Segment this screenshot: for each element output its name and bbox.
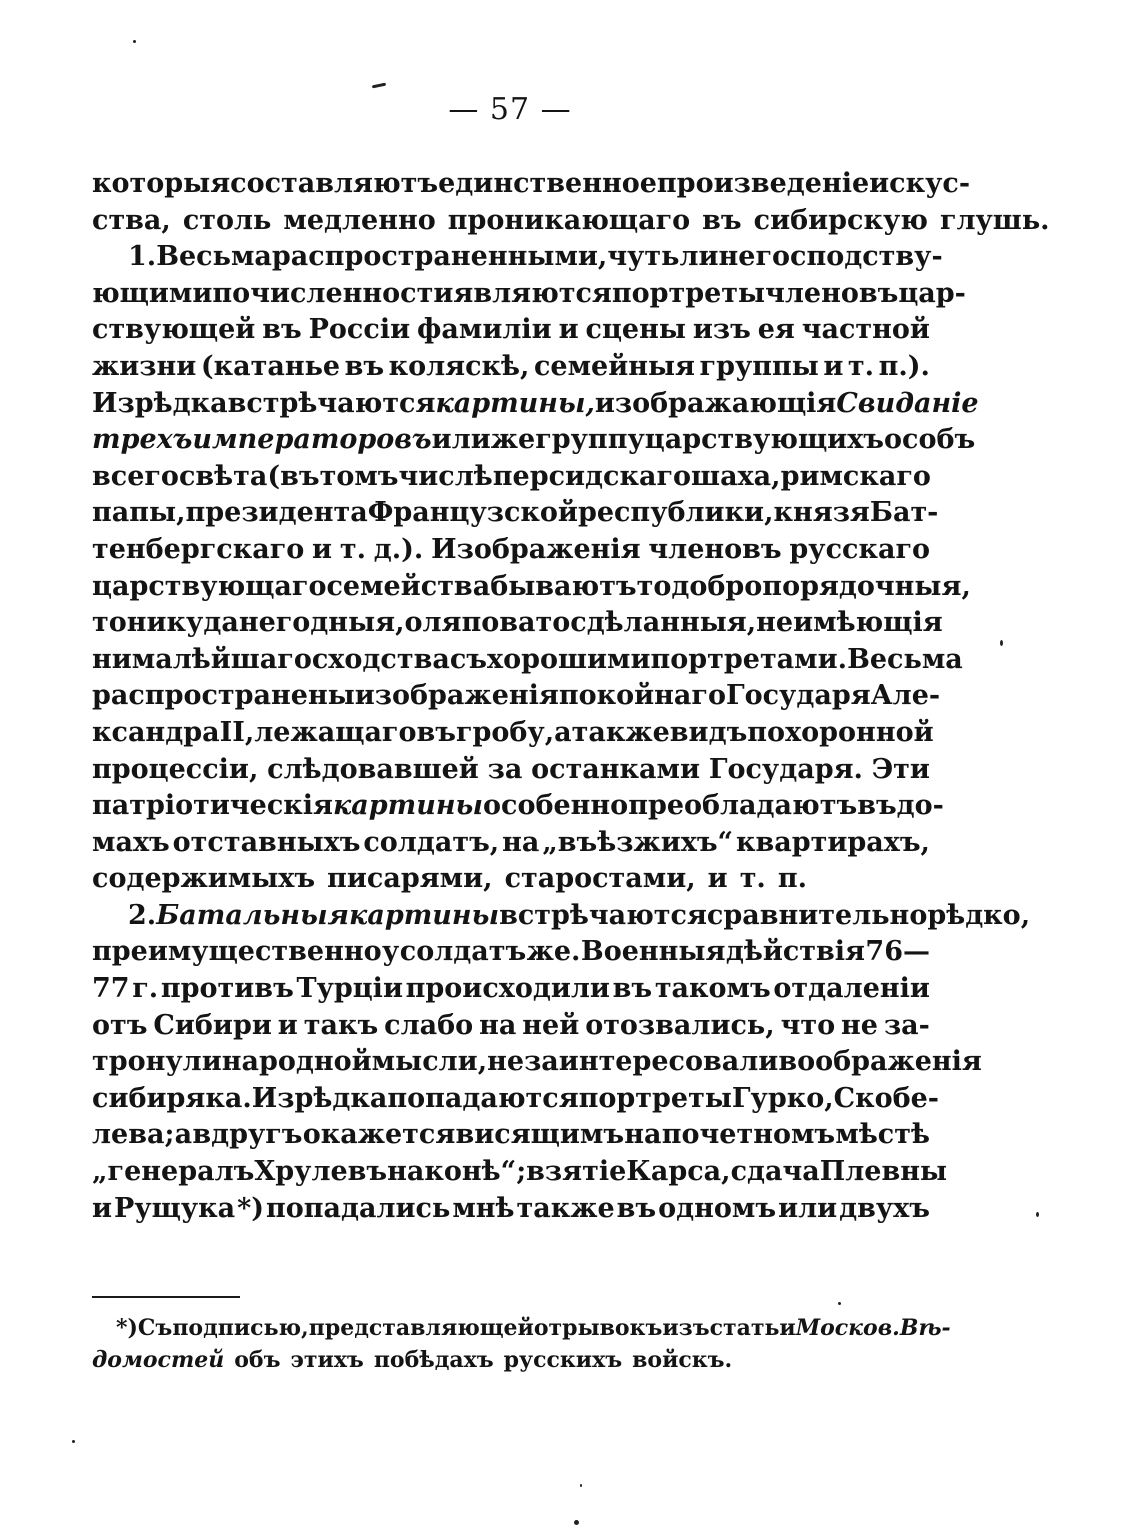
word: римскаго (780, 460, 931, 492)
word: отозвались, (585, 1009, 775, 1041)
body-line (92, 1154, 948, 1191)
word: отрывокъ (533, 1315, 663, 1341)
word: не (841, 1009, 878, 1041)
word: медленно (283, 204, 436, 236)
body-line (92, 861, 930, 898)
word: „генералъ (92, 1156, 255, 1188)
word: ли (679, 241, 719, 273)
word: въ (702, 204, 742, 236)
word: сдача (730, 1156, 820, 1188)
word: п.). (878, 350, 930, 382)
body-line (92, 1044, 982, 1081)
word: численности (250, 277, 454, 309)
scan-speck (372, 83, 386, 89)
word: почетномъ (661, 1119, 836, 1151)
word: происходили (405, 973, 610, 1005)
word: тенбергскаго (92, 533, 305, 565)
word: вдругъ (192, 1119, 303, 1151)
word: лева; (92, 1119, 175, 1151)
word: представляющей (308, 1315, 534, 1341)
body-line (92, 1081, 939, 1118)
word: Бат- (869, 497, 939, 529)
word: семейства (326, 570, 491, 602)
word: чуть (607, 241, 680, 273)
word: а (174, 1119, 193, 1151)
footnote-line (92, 1344, 930, 1376)
word: добропорядочныя, (671, 570, 971, 602)
word: негодныя, (238, 607, 405, 639)
word: членовъ (648, 533, 782, 565)
body-line (92, 1191, 930, 1228)
word: царствующаго (92, 570, 327, 602)
word: видъ (669, 716, 748, 748)
word: же. (526, 936, 581, 968)
word: свѣта (178, 460, 268, 492)
word: бываютъ (490, 570, 637, 602)
word: рѣдко, (927, 899, 1031, 931)
word: одномъ (658, 1192, 777, 1224)
word: изъ (662, 1315, 710, 1341)
page-number: — 57 — (448, 92, 572, 127)
word: лежащаго (254, 716, 417, 748)
word: томъ (319, 460, 399, 492)
word: старостами, (504, 863, 696, 895)
word: трехъ (92, 424, 193, 456)
scan-speck (1036, 1212, 1039, 1217)
word: статьи (709, 1315, 796, 1341)
word: портреты (611, 277, 766, 309)
word: числѣ (398, 460, 493, 492)
word: же (490, 424, 536, 456)
word: произведеніе (656, 168, 870, 199)
word: этихъ (290, 1347, 364, 1373)
word: ней (522, 1009, 580, 1041)
word: Скобе- (833, 1082, 939, 1114)
body-text (92, 166, 1050, 1227)
word: господству- (755, 241, 943, 273)
word: квартирахъ, (735, 826, 930, 858)
word: махъ (92, 826, 170, 858)
word: сдѣланныя, (570, 607, 757, 639)
body-line (92, 239, 943, 276)
word: Весьма (156, 241, 272, 273)
word: сибирскую (753, 204, 928, 236)
word: „въѣзжихъ“ (542, 826, 734, 858)
body-line (92, 166, 971, 203)
word: особенно (483, 790, 629, 822)
word: малѣйшаго (131, 643, 312, 675)
word: на (387, 1156, 425, 1188)
scan-speck (1000, 640, 1003, 646)
word: дѣйствія (725, 936, 865, 968)
word: тронули (92, 1046, 222, 1078)
word: коляскѣ, (388, 350, 530, 382)
word: являются (453, 277, 612, 309)
footnote-separator (92, 1296, 240, 1298)
word: на (624, 1119, 662, 1151)
word: патріотическія (92, 790, 333, 822)
word: Москов. (795, 1315, 900, 1341)
body-line (92, 203, 1050, 240)
word: съ (449, 643, 487, 675)
word: Изрѣдка (251, 1082, 388, 1114)
word: слѣдовавшей (267, 753, 479, 785)
word: не (718, 241, 756, 273)
word: конѣ“; (424, 1156, 527, 1188)
scan-speck (580, 1484, 582, 1487)
word: особъ (884, 424, 976, 456)
word: солдатъ, (363, 826, 500, 858)
word: картины, (435, 387, 595, 419)
word: ея (757, 314, 795, 346)
word: семейныя (533, 350, 696, 382)
body-line (92, 312, 930, 349)
word: столь (182, 204, 272, 236)
body-line (92, 386, 979, 423)
word: или (431, 424, 491, 456)
word: 77 (92, 973, 130, 1005)
word: писарями, (327, 863, 493, 895)
word: Гурко, (731, 1082, 834, 1114)
word: за (487, 753, 523, 785)
word: преимущественно (92, 936, 382, 968)
word: такомъ (654, 973, 771, 1005)
body-line (92, 532, 930, 569)
word: т. (847, 350, 875, 382)
word: Сибири (153, 1009, 272, 1041)
word: и (277, 1009, 298, 1041)
word: также (571, 716, 670, 748)
body-line (92, 678, 941, 715)
word: двухъ (839, 1192, 930, 1224)
word: 2. (128, 899, 157, 931)
body-line (92, 971, 930, 1008)
word: ства, (92, 204, 171, 236)
scan-speck (838, 1302, 841, 1305)
word: 76— (865, 936, 930, 968)
body-line (92, 569, 971, 606)
word: глушь. (939, 204, 1050, 236)
body-line (92, 495, 939, 532)
word: ствующей (92, 314, 256, 346)
body-line (92, 898, 1031, 935)
word: частной (801, 314, 930, 346)
word: т. (339, 533, 366, 565)
word: побѣдахъ (373, 1347, 494, 1373)
word: процессіи, (92, 753, 259, 785)
word: п. (777, 863, 808, 895)
word: а (554, 716, 572, 748)
word: *) (116, 1315, 138, 1341)
word: которыя (92, 168, 231, 199)
body-line (92, 788, 944, 825)
word: такъ (303, 1009, 379, 1041)
word: Государя. (708, 753, 863, 785)
word: фамиліи (417, 314, 552, 346)
word: взятіе (526, 1156, 627, 1188)
word: царствующихъ (644, 424, 885, 456)
word: и (558, 314, 579, 346)
word: II, (219, 716, 255, 748)
word: искус- (869, 168, 971, 199)
word: попадаются (387, 1082, 579, 1114)
word: сибиряка. (92, 1082, 252, 1114)
word: Изрѣдка (92, 387, 228, 419)
word: то (636, 570, 672, 602)
word: русскихъ (503, 1347, 623, 1373)
word: слабо (384, 1009, 474, 1041)
word: и (312, 533, 333, 565)
word: на (479, 1009, 517, 1041)
word: Изображенія (431, 533, 641, 565)
word: портретами. (650, 643, 848, 675)
word: солдатъ (399, 936, 527, 968)
word: до- (896, 790, 944, 822)
word: ющими (92, 277, 213, 309)
word: портреты (578, 1082, 732, 1114)
word: мѣстѣ (835, 1119, 930, 1151)
word: окажется (302, 1119, 456, 1151)
word: въ (616, 1192, 657, 1224)
word: жизни (92, 350, 197, 382)
word: Турціи (296, 973, 403, 1005)
word: д.). (373, 533, 424, 565)
body-line (92, 276, 966, 313)
word: Але- (870, 680, 941, 712)
word: что (780, 1009, 836, 1041)
word: *) (237, 1192, 264, 1224)
word: ни (92, 643, 132, 675)
body-line (92, 934, 930, 971)
word: единственное (438, 168, 657, 199)
word: гробу, (455, 716, 555, 748)
word: войскъ. (632, 1347, 733, 1373)
word: (въ (267, 460, 320, 492)
word: противъ (160, 973, 294, 1005)
word: т. (739, 863, 766, 895)
word: въ (857, 790, 897, 822)
word: г. (132, 973, 159, 1005)
word: распространенными, (271, 241, 608, 273)
footnote-line (92, 1312, 951, 1344)
word: Весьма (847, 643, 963, 675)
word: цар- (898, 277, 966, 309)
word: группу (535, 424, 645, 456)
word: Вѣ- (899, 1315, 951, 1341)
word: отъ (92, 1009, 148, 1041)
word: имѣющія (793, 607, 943, 639)
word: членовъ (765, 277, 899, 309)
word: по (212, 277, 251, 309)
word: и (92, 1192, 113, 1224)
word: Свиданіе (836, 387, 979, 419)
word: за- (883, 1009, 930, 1041)
word: сходства (311, 643, 450, 675)
body-line (92, 422, 976, 459)
footnote (92, 1312, 951, 1376)
word: сцены (585, 314, 686, 346)
body-line (92, 605, 943, 642)
word: картины (332, 790, 483, 822)
word: распространены (92, 680, 355, 712)
word: Россіи (308, 314, 411, 346)
word: отдаленіи (773, 973, 930, 1005)
word: изображенія (354, 680, 559, 712)
word: и (707, 863, 728, 895)
word: воображенія (778, 1046, 982, 1078)
word: объ (234, 1347, 281, 1373)
word: проникающаго (447, 204, 691, 236)
word: домостей (92, 1347, 225, 1373)
word: Французской (367, 497, 578, 529)
word: всего (92, 460, 179, 492)
word: останками (531, 753, 701, 785)
word: Эти (871, 753, 930, 785)
word: Военныя (580, 936, 726, 968)
word: подписью, (172, 1315, 309, 1341)
word: содержимыхъ (92, 863, 316, 895)
word: президента (185, 497, 368, 529)
word: народной (221, 1046, 372, 1078)
word: императоровъ (192, 424, 432, 456)
word: изображающія (594, 387, 837, 419)
word: заинтересовали (524, 1046, 779, 1078)
word: русскаго (789, 533, 930, 565)
word: не (756, 607, 794, 639)
word: въ (344, 350, 385, 382)
word: Рущука (114, 1192, 236, 1224)
body-line (92, 825, 930, 862)
word: встрѣчаются (227, 387, 436, 419)
body-line (92, 715, 934, 752)
word: персидскаго (492, 460, 692, 492)
word: мысли, (371, 1046, 488, 1078)
word: похоронной (747, 716, 934, 748)
word: папы, (92, 497, 186, 529)
word: на (502, 826, 540, 858)
word: составляютъ (230, 168, 439, 199)
scan-speck (574, 1520, 579, 1525)
word: встрѣчаются (499, 899, 707, 931)
scan-speck (133, 40, 136, 43)
word: картины (349, 899, 500, 931)
word: у (382, 936, 400, 968)
word: (катанье (200, 350, 341, 382)
body-line (92, 459, 930, 496)
word: также (516, 1192, 615, 1224)
word: Батальныя (156, 899, 350, 931)
word: князя (773, 497, 870, 529)
word: висящимъ (455, 1119, 625, 1151)
word: преобладаютъ (628, 790, 858, 822)
word: Плевны (819, 1156, 948, 1188)
word: Государя (725, 680, 871, 712)
word: сравнительно (706, 899, 928, 931)
word: оляповато (404, 607, 571, 639)
word: или (778, 1192, 838, 1224)
word: Хрулевъ (254, 1156, 388, 1188)
word: шаха, (691, 460, 781, 492)
word: Карса, (626, 1156, 731, 1188)
word: хорошими (486, 643, 651, 675)
word: ксандра (92, 716, 220, 748)
word: республики, (577, 497, 774, 529)
word: никуда (126, 607, 239, 639)
scan-speck (72, 1440, 75, 1443)
word: Съ (137, 1315, 173, 1341)
word: мнѣ (452, 1192, 515, 1224)
word: группы (699, 350, 819, 382)
word: попадались (265, 1192, 451, 1224)
word: не (487, 1046, 525, 1078)
body-line (92, 752, 930, 789)
word: 1. (128, 241, 157, 273)
word: и (823, 350, 844, 382)
word: покойнаго (558, 680, 726, 712)
word: въ (416, 716, 456, 748)
word: то (92, 607, 127, 639)
word: отставныхъ (172, 826, 361, 858)
body-line (92, 1008, 930, 1045)
body-line (92, 642, 963, 679)
body-line (92, 1117, 930, 1154)
word: изъ (692, 314, 751, 346)
body-line (92, 349, 930, 386)
word: въ (262, 314, 302, 346)
word: въ (612, 973, 653, 1005)
